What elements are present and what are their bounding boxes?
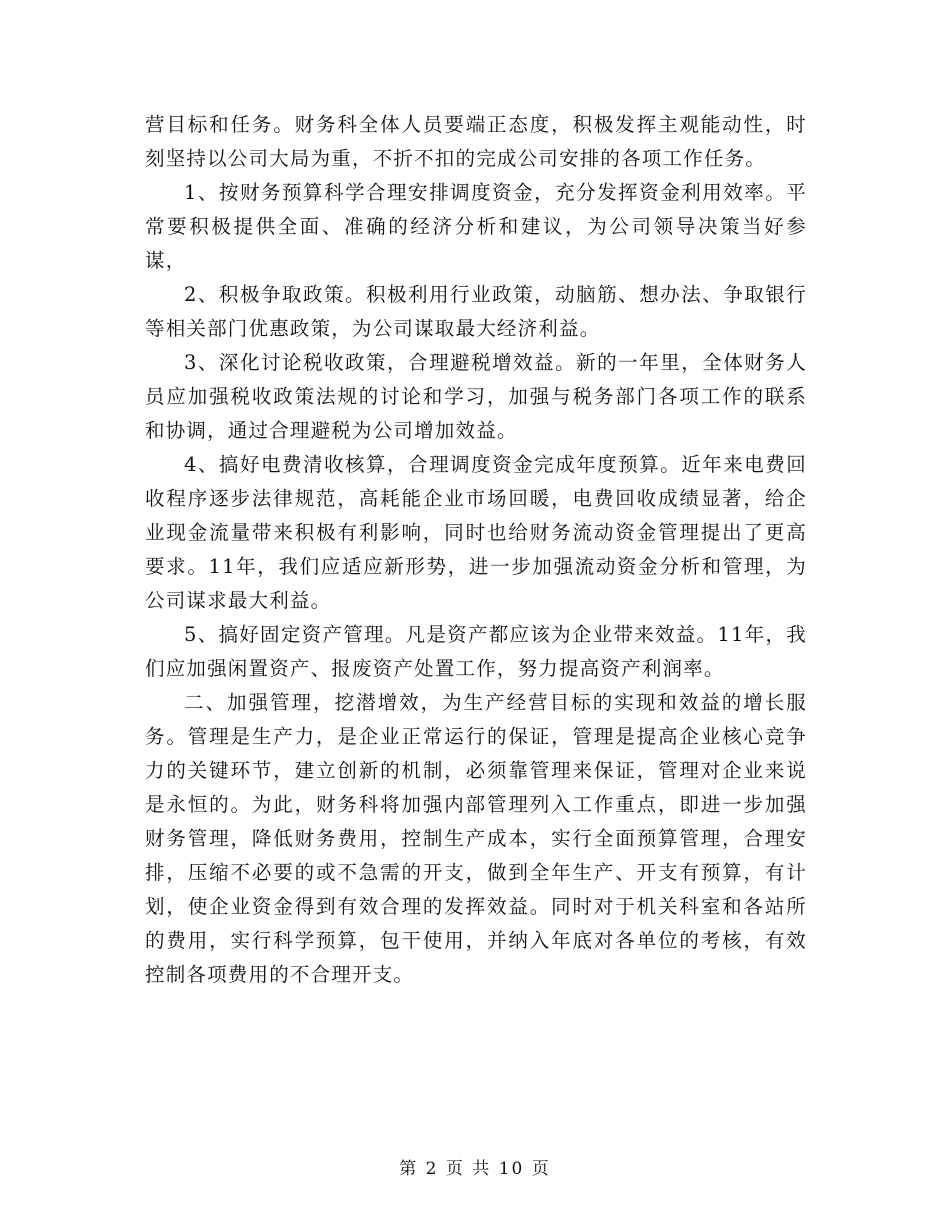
paragraph-section-2: 二、加强管理，挖潜增效，为生产经营目标的实现和效益的增长服务。管理是生产力，是企业正常运行的保证，管理是提高企业核心竞争力的关键环节，建立创新的机制，必须靠管理来保证，管理对企业来说是永恒的。为此，财务科将加强内部管理列入工作重点，即进一步加强财务管理，降低财务费用，控制生产成本，实行全面预算管理，合理安排，压缩不必要的或不急需的开支，做到全年生产、开支有预算，有计划，使企业资金得到有效合理的发挥效益。同时对于机关科室和各站所的费用，实行科学预算，包干使用，并纳入年底对各单位的考核，有效控制各项费用的不合理开支。 [145,691,807,986]
paragraph-item-4: 4、搞好电费清收核算，合理调度资金完成年度预算。近年来电费回收程序逐步法律规范，高耗能企业市场回暖，电费回收成绩显著，给企业现金流量带来积极有利影响，同时也给财务流动资金管理提出了更高要求。11年，我们应适应新形势，进一步加强流动资金分析和管理，为公司谋求最大利益。 [145,453,807,612]
paragraph-item-1: 1、按财务预算科学合理安排调度资金，充分发挥资金利用效率。平常要积极提供全面、准确的经济分析和建议，为公司领导决策当好参谋， [145,181,807,272]
page-number-footer: 第 2 页 共 10 页 [399,1159,551,1179]
paragraph-item-3: 3、深化讨论税收政策，合理避税增效益。新的一年里，全体财务人员应加强税收政策法规的讨论和学习，加强与税务部门各项工作的联系和协调，通过合理避税为公司增加效益。 [145,351,807,442]
paragraph-continuation: 营目标和任务。财务科全体人员要端正态度，积极发挥主观能动性，时刻坚持以公司大局为重，不折不扣的完成公司安排的各项工作任务。 [145,113,807,170]
paragraph-item-5: 5、搞好固定资产管理。凡是资产都应该为企业带来效益。11年，我们应加强闲置资产、报废资产处置工作，努力提高资产利润率。 [145,623,807,680]
document-body [145,108,807,992]
paragraph-item-2: 2、积极争取政策。积极利用行业政策，动脑筋、想办法、争取银行等相关部门优惠政策，为公司谋取最大经济利益。 [145,283,807,340]
